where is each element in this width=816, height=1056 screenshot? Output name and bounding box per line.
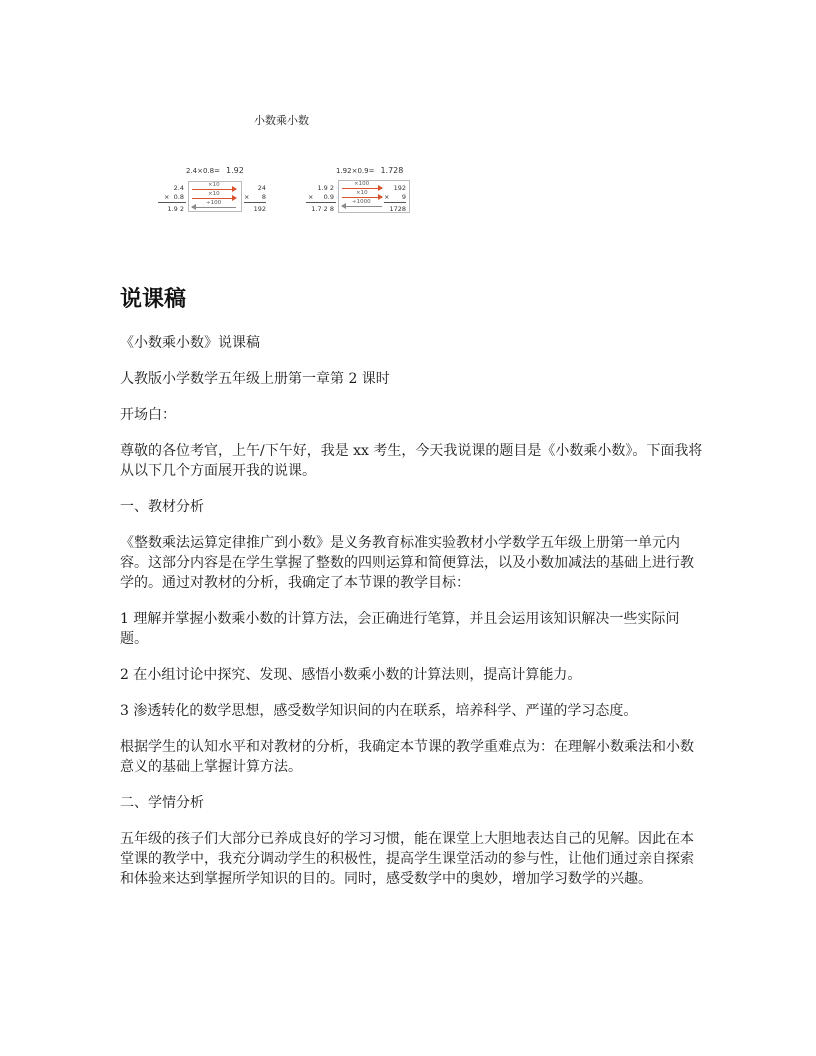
calc-answer: 1.728: [380, 166, 404, 175]
figure-caption: 小数乘小数: [254, 114, 309, 127]
arrow-multiply: ×10: [192, 192, 236, 201]
arrow-divide: ÷1000: [342, 200, 382, 209]
calc-vertical: 1.9 2 × 0.9 1.7 2 8: [308, 184, 334, 213]
calc-vertical: 2.4 × 0.8 1.9 2: [164, 184, 184, 213]
list-item: 1 理解并掌握小数乘小数的计算方法，会正确进行笔算，并且会运用该知识解决一些实际问题。: [120, 611, 680, 647]
list-item: 3 渗透转化的数学思想，感受数学知识间的内在联系，培养科学、严谨的学习态度。: [120, 703, 638, 719]
section-heading: 二、学情分析: [120, 795, 204, 811]
doc-title: 《小数乘小数》说课稿: [120, 335, 260, 351]
calc-figure-left: [150, 164, 270, 216]
list-item: 2 在小组讨论中探究、发现、感悟小数乘小数的计算法则，提高计算能力。: [120, 667, 582, 683]
calc-equation: 2.4×0.8= 1.92: [186, 166, 244, 175]
arrow-multiply: ×10: [342, 191, 382, 200]
arrow-multiply: ×100: [342, 182, 382, 191]
calc-integer-vertical: 192 × 9 1728: [384, 184, 406, 213]
section-heading: 一、教材分析: [120, 499, 204, 515]
document-body: [120, 333, 704, 905]
calc-answer: 1.92: [226, 166, 244, 175]
arrow-multiply: ×10: [192, 183, 236, 192]
page-heading: 说课稿: [120, 287, 187, 312]
paragraph: 五年级的孩子们大部分已养成良好的学习习惯，能在课堂上大胆地表达自己的见解。因此在本堂课的教学中，我充分调动学生的积极性，提高学生课堂活动的参与性，让他们通过亲自探索和体验来达到掌握所学知识的目的。同时，感受数学中的奥妙，增加学习数学的兴趣。: [120, 831, 694, 887]
paragraph: 尊敬的各位考官，上午/下午好，我是 xx 考生，今天我说课的题目是《小数乘小数》。下面我将从以下几个方面展开我的说课。: [120, 443, 703, 479]
paragraph: 根据学生的认知水平和对教材的分析，我确定本节课的教学重难点为：在理解小数乘法和小数意义的基础上掌握计算方法。: [120, 739, 694, 775]
calc-equation: 1.92×0.9= 1.728: [336, 166, 404, 175]
paragraph: 《整数乘法运算定律推广到小数》是义务教育标准实验教材小学数学五年级上册第一单元内容。这部分内容是在学生掌握了整数的四则运算和简便算法，以及小数加减法的基础上进行教学的。通过对教材的分析，我确定了本节课的教学目标：: [120, 535, 694, 591]
calc-integer-vertical: 24 × 8 192: [244, 184, 266, 213]
calc-figure-right: [304, 164, 416, 216]
arrow-divide: ÷100: [192, 201, 236, 210]
doc-subtitle: 人教版小学数学五年级上册第一章第 2 课时: [120, 371, 390, 387]
paragraph: 开场白：: [120, 407, 176, 423]
